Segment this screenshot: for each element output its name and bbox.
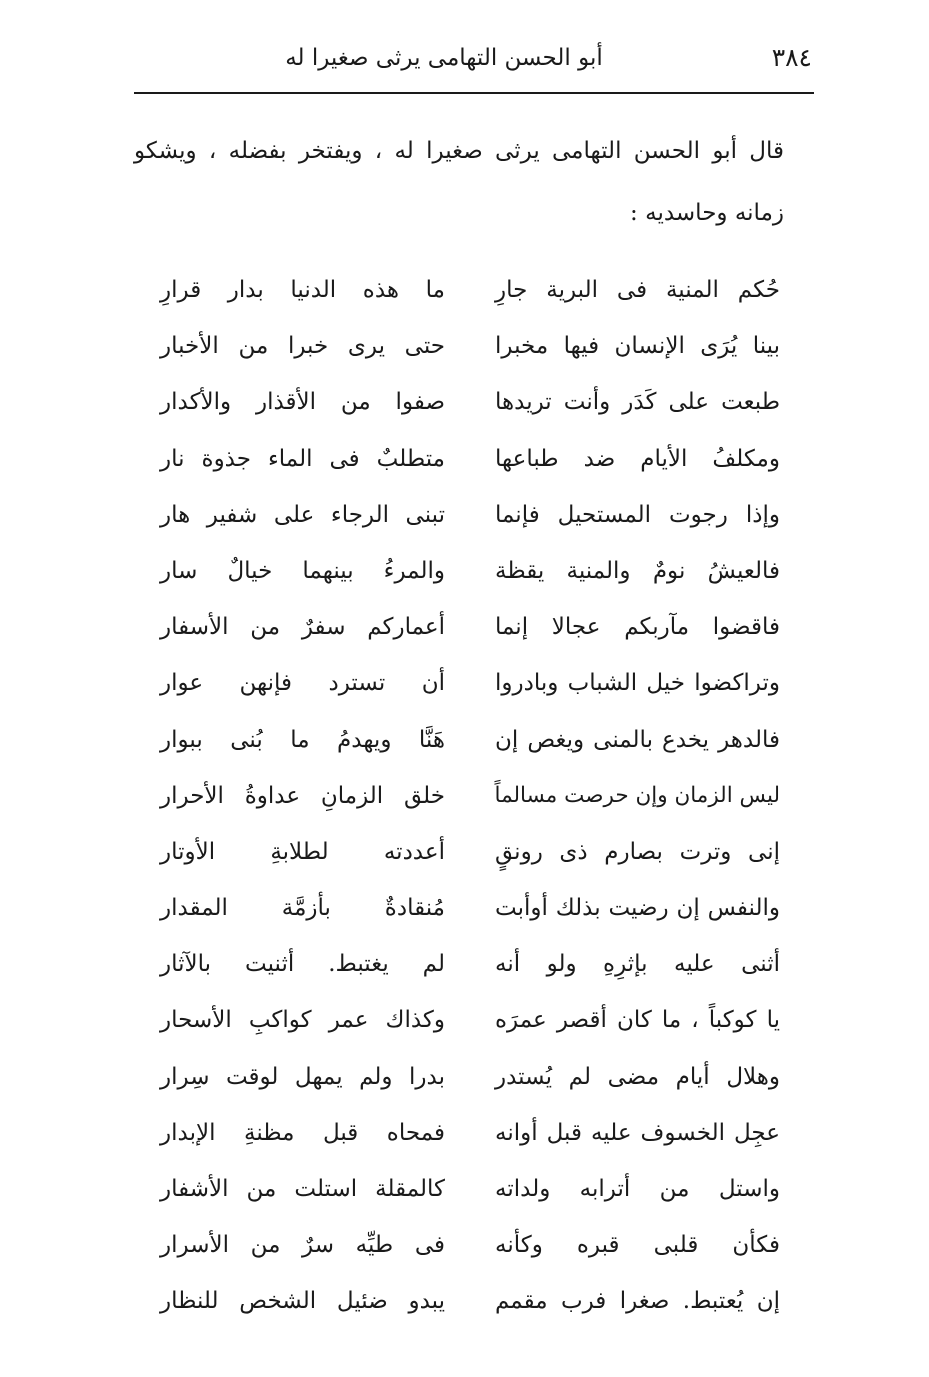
verse [160, 655, 780, 711]
intro-line-1: قال أبو الحسن التهامى يرثى صغيرا له ، ويفتخر بفضله ، ويشكو [134, 138, 784, 164]
verse-second-hemistich: هَنَّا ويهدمُ ما بُنى ببوار [160, 726, 445, 753]
verse-first-hemistich: واستل من أترابه ولداته [495, 1176, 780, 1202]
verse-first-hemistich: فكأن قلبى قبره وكأنه [495, 1232, 780, 1259]
verse [160, 431, 780, 487]
verse-second-hemistich: صفوا من الأقذار والأكدار [160, 389, 445, 416]
verse-second-hemistich: كالمقلة استلت من الأشفار [160, 1176, 445, 1202]
verse-second-hemistich: يبدو ضئيل الشخص للنظار [160, 1288, 445, 1315]
verse-second-hemistich: أعماركم سفرٌ من الأسفار [160, 614, 445, 641]
verse [160, 992, 780, 1048]
verse-first-hemistich: وهلال أيام مضى لم يُستدر [495, 1063, 780, 1090]
verse-second-hemistich: متطلبٌ فى الماء جذوة نار [160, 445, 445, 472]
verse-first-hemistich: يا كوكباً ، ما كان أقصر عمرَه [495, 1007, 780, 1034]
verse-first-hemistich: وتراكضوا خيل الشباب وبادروا [495, 670, 780, 697]
verse [160, 487, 780, 543]
verse [160, 543, 780, 599]
verse-second-hemistich: تبنى الرجاء على شفير هار [160, 501, 445, 528]
verse-first-hemistich: إنى وترت بصارم ذى رونقٍ [495, 838, 780, 865]
verse [160, 318, 780, 374]
poem [160, 262, 780, 1330]
running-title: أبو الحسن التهامى يرثى صغيرا له [285, 45, 603, 71]
verse [160, 599, 780, 655]
verse-first-hemistich: بينا يُرَى الإنسان فيها مخبرا [495, 333, 780, 360]
verse-first-hemistich: ليس الزمان وإن حرصت مسالماً [494, 782, 780, 808]
page-number: ٣٨٤ [771, 43, 812, 72]
verse-second-hemistich: وكذاك عمر كواكبِ الأسحار [160, 1007, 445, 1034]
verse [160, 824, 780, 880]
verse-first-hemistich: أثنى عليه بإثرِهِ ولو أنه [495, 951, 780, 978]
verse [160, 712, 780, 768]
verse [160, 374, 780, 430]
verse-first-hemistich: فاقضوا مآربكم عجالا إنما [495, 614, 780, 641]
verse-first-hemistich: فالعيشُ نومٌ والمنية يقظة [495, 557, 780, 584]
verse [160, 1049, 780, 1105]
verse-second-hemistich: مُنقادةٌ بأزمَّة المقدار [160, 895, 445, 922]
verse [160, 262, 780, 318]
verse-second-hemistich: فى طيِّه سرٌ من الأسرار [160, 1232, 445, 1259]
verse [160, 1161, 780, 1217]
verse-first-hemistich: عجِل الخسوف عليه قبل أوانه [495, 1119, 780, 1146]
verse-first-hemistich: ومكلفُ الأيام ضد طباعها [495, 445, 780, 472]
verse-second-hemistich: أعددته لطلابةِ الأوتار [160, 838, 445, 865]
verse [160, 1105, 780, 1161]
verse-first-hemistich: والنفس إن رضيت بذلك أوأبت [495, 895, 780, 922]
verse-first-hemistich: حُكم المنية فى البرية جارِ [495, 277, 780, 303]
verse-first-hemistich: إن يُعتبط. صغرا فرب مقمم [495, 1288, 780, 1315]
intro-line-2: زمانه وحاسديه : [630, 200, 784, 226]
verse [160, 1217, 780, 1273]
verse [160, 880, 780, 936]
verse-second-hemistich: لم يغتبط. أثنيت بالآثار [160, 951, 445, 978]
verse [160, 768, 780, 824]
verse [160, 1273, 780, 1329]
verse-second-hemistich: والمرءُ بينهما خيالٌ سار [160, 557, 445, 584]
verse-second-hemistich: حتى يرى خبرا من الأخبار [160, 333, 445, 360]
running-head [136, 38, 812, 82]
verse-first-hemistich: فالدهر يخدع بالمنى ويغص إن [495, 726, 780, 753]
verse-first-hemistich: وإذا رجوت المستحيل فإنما [495, 501, 780, 528]
intro-paragraph [134, 120, 784, 244]
verse-second-hemistich: بدرا ولم يمهل لوقت سِرار [160, 1063, 445, 1090]
verse [160, 936, 780, 992]
verse-first-hemistich: طبعت على كَدَر وأنت تريدها [495, 389, 780, 416]
verse-second-hemistich: فمحاه قبل مظنةِ الإبدار [160, 1119, 445, 1146]
verse-second-hemistich: ما هذه الدنيا بدار قرارِ [160, 277, 445, 303]
verse-second-hemistich: خلق الزمانِ عداوةُ الأحرار [160, 782, 445, 809]
verse-second-hemistich: أن تسترد فإنهن عوار [160, 670, 445, 697]
header-rule [134, 92, 814, 94]
